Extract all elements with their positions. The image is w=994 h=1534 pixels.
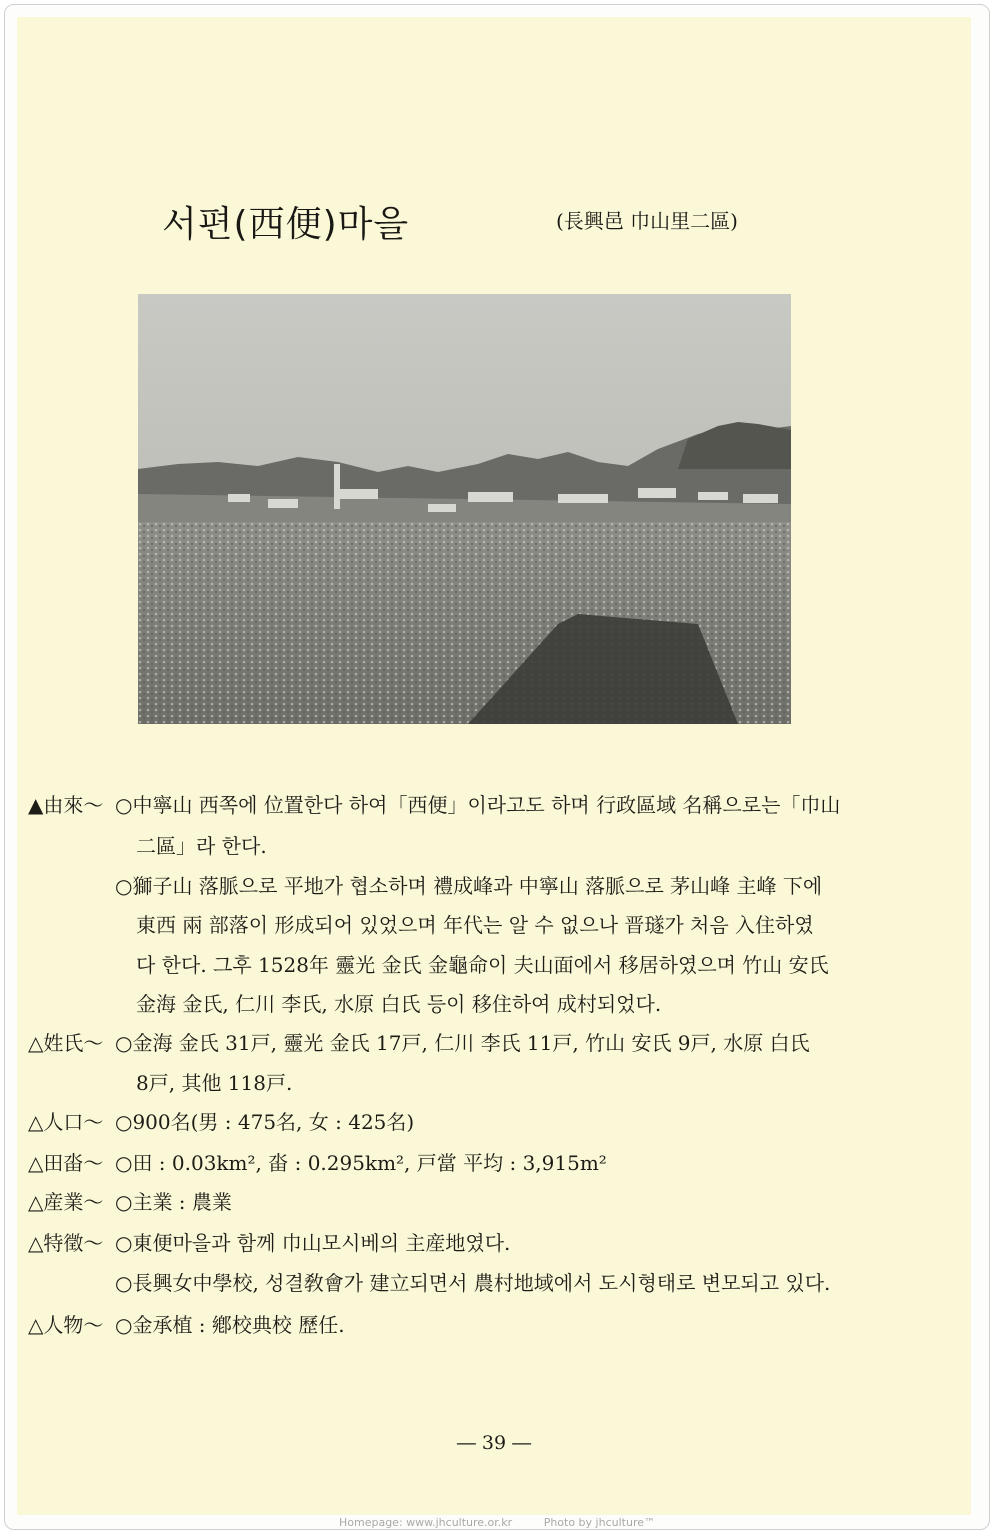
persons-label: △人物～ — [28, 1313, 104, 1337]
population-line: ○900名(男 : 475名, 女 : 425名) — [115, 1110, 415, 1134]
origin-detail-line: 다 한다. 그후 1528年 靈光 金氏 金龜命이 夫山面에서 移居하였으며 竹山 安氏 — [136, 953, 829, 977]
surnames-label: △姓氏～ — [28, 1031, 104, 1055]
homepage-link[interactable]: Homepage: www.jhculture.or.kr — [338, 1516, 513, 1529]
footer — [0, 1516, 994, 1529]
page-title: 서편(西便)마을 — [162, 204, 410, 245]
persons-line: ○金承植 : 鄕校典校 歷任. — [115, 1313, 345, 1337]
field-landscape-image — [138, 294, 791, 724]
location-subtitle: (長興邑 巾山里二區) — [556, 209, 738, 233]
features-label: △特徵～ — [28, 1231, 104, 1255]
farmland-line: ○田 : 0.03km², 畓 : 0.295km², 戸當 平均 : 3,915m² — [115, 1151, 607, 1175]
origin-detail-line: 金海 金氏, 仁川 李氏, 水原 白氏 등이 移住하여 成村되었다. — [136, 992, 662, 1016]
features-line: ○東便마을과 함께 巾山모시베의 主産地였다. — [115, 1231, 511, 1255]
surnames-line: 8戸, 其他 118戸. — [136, 1071, 293, 1095]
origin-line: ○中寧山 西쪽에 位置한다 하여「西便」이라고도 하며 行政區域 名稱으로는「巾山 — [115, 793, 841, 817]
population-label: △人口～ — [28, 1110, 104, 1134]
origin-detail-line: 東西 兩 部落이 形成되어 있었으며 年代는 알 수 없으나 晋璲가 처음 入住하였 — [136, 913, 814, 937]
farmland-label: △田畓～ — [28, 1151, 104, 1175]
surnames-line: ○金海 金氏 31戸, 靈光 金氏 17戸, 仁川 李氏 11戸, 竹山 安氏 9戸, 水原 白氏 — [115, 1031, 810, 1055]
origin-detail-line: ○獅子山 落脈으로 平地가 협소하며 禮成峰과 中寧山 落脈으로 茅山峰 主峰 下에 — [115, 874, 823, 898]
page-number: ― 39 ― — [456, 1432, 532, 1454]
industry-label: △産業～ — [28, 1190, 104, 1214]
origin-line: 二區」라 한다. — [136, 834, 267, 858]
features-line: ○長興女中學校, 성결敎會가 建立되면서 農村地域에서 도시형태로 변모되고 있다. — [115, 1271, 831, 1295]
industry-line: ○主業 : 農業 — [115, 1190, 232, 1214]
origin-label: ▲由來～ — [28, 793, 104, 817]
village-photo — [138, 294, 791, 724]
photo-credit: Photo by jhculture™ — [543, 1516, 655, 1529]
